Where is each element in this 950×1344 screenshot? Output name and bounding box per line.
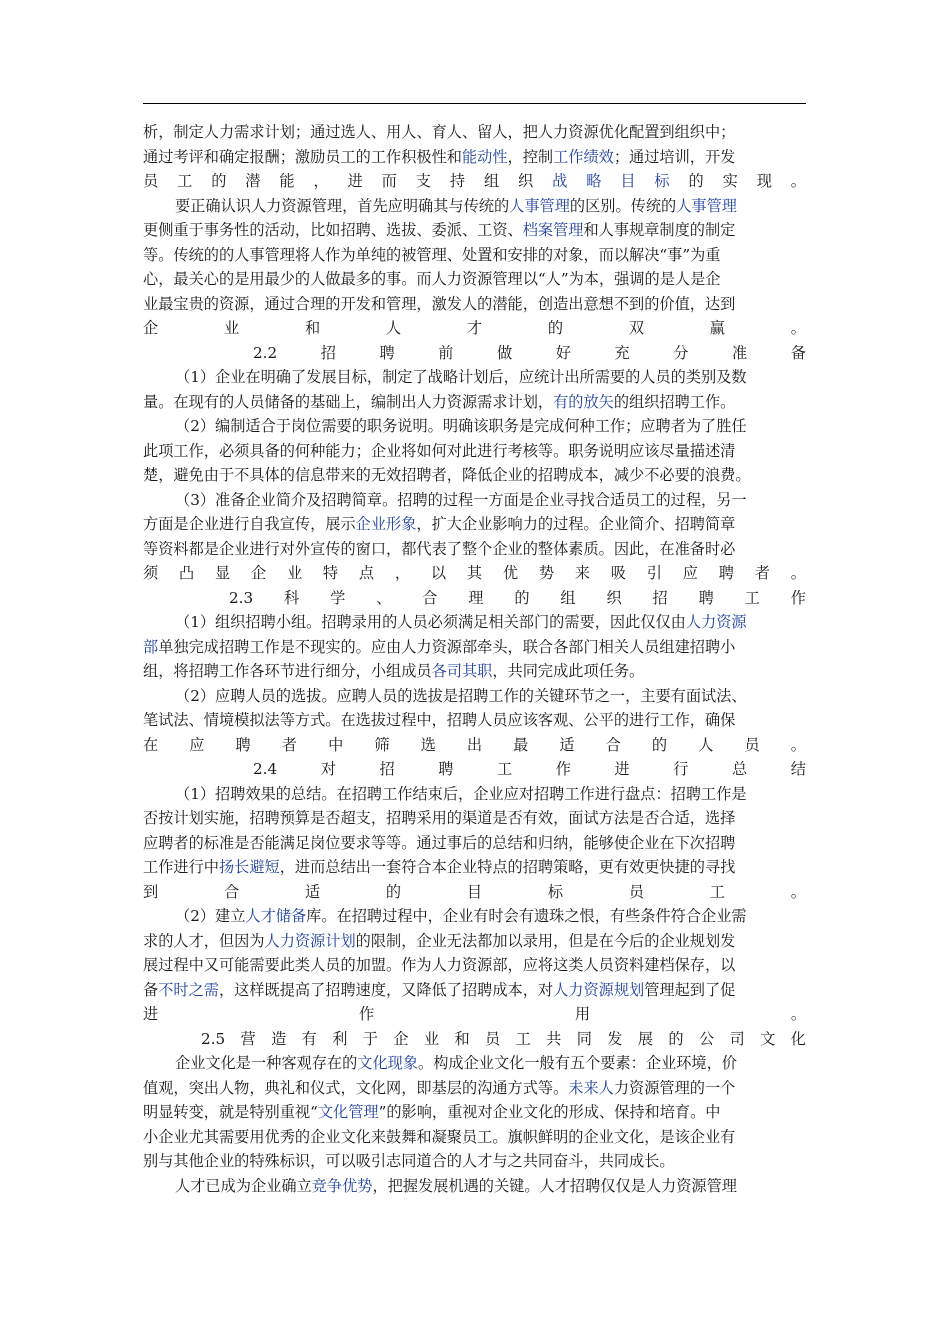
text-segment: 适: [304, 882, 321, 901]
header-rule: [143, 103, 806, 104]
text-segment: 人: [385, 319, 402, 337]
text-line: [143, 1149, 806, 1174]
text-segment: 作: [358, 1005, 375, 1023]
hyperlink[interactable]: 各司其职: [431, 662, 493, 680]
text-segment: 于: [362, 1029, 378, 1048]
text-segment: ；通过培训，开发: [613, 147, 736, 166]
text-segment: 的限制，企业无法都加以录用，但是在今后的企业规划发: [355, 931, 736, 950]
text-line: [143, 610, 806, 635]
text-line: [143, 1076, 806, 1101]
text-line: [143, 806, 806, 831]
text-segment: 进: [614, 760, 630, 778]
text-line: [143, 194, 806, 219]
hyperlink[interactable]: 档案管理: [522, 221, 584, 239]
text-line: [143, 292, 806, 317]
text-segment: 笔试法、情境模拟法等方式。在选拔过程中，招聘人员应该客观、公平的进行工作，确保: [143, 711, 736, 729]
text-segment: 业: [223, 319, 240, 337]
text-segment: 员: [628, 882, 644, 901]
hyperlink[interactable]: 未来人: [568, 1078, 614, 1097]
text-segment: 组，将招聘工作各环节进行细分，小组成员: [143, 662, 432, 680]
hyperlink[interactable]: 部: [143, 637, 159, 656]
text-segment: （3）准备企业简介及招聘简章。招聘的过程一方面是企业寻找合适员工的过程，另一: [175, 490, 747, 509]
text-line: [143, 439, 806, 464]
text-line: [143, 635, 806, 660]
text-segment: 选: [420, 735, 436, 754]
text-segment: 的: [211, 172, 227, 190]
text-segment: 工: [744, 588, 760, 607]
text-segment: 、: [376, 588, 392, 607]
text-segment: 理: [468, 588, 484, 607]
text-segment: 其: [466, 564, 483, 582]
text-segment: 潜: [245, 172, 261, 190]
text-segment: 工作进行中: [143, 858, 219, 876]
text-segment: 方面是企业进行自我宣传，展示: [143, 515, 356, 533]
text-segment: 员: [143, 172, 159, 190]
text-segment: 工: [177, 172, 193, 190]
text-line: [143, 488, 806, 513]
text-segment: 作: [790, 588, 806, 607]
text-segment: 库。在招聘过程中，企业有时会有遗珠之恨，有些条件符合企业需: [306, 907, 747, 925]
text-line: [143, 978, 806, 1003]
text-segment: 要正确认识人力资源管理，首先应明确其与传统的: [175, 196, 510, 215]
text-segment: 业最宝贵的资源，通过合理的开发和管理，激发人的潜能，创造出意想不到的价值，达到: [143, 294, 736, 313]
text-segment: 应聘者的标准是否能满足岗位要求等等。通过事后的总结和归纳，能够使企业在下次招聘: [143, 833, 736, 852]
text-line: [143, 904, 806, 929]
text-segment: 2.5: [201, 1029, 226, 1048]
hyperlink[interactable]: 略: [586, 172, 602, 190]
text-segment: 才: [466, 319, 483, 337]
text-segment: 适: [559, 735, 575, 754]
text-line: [143, 684, 806, 709]
text-segment: 科: [284, 588, 300, 607]
text-segment: 目: [466, 882, 483, 901]
text-segment: 招: [379, 760, 395, 778]
text-segment: 中: [328, 735, 344, 754]
text-segment: 聘: [438, 760, 454, 778]
text-segment: 工: [709, 882, 725, 901]
hyperlink[interactable]: 企业形象: [355, 515, 417, 533]
text-segment: 来: [574, 564, 590, 582]
text-line: [143, 316, 806, 341]
hyperlink[interactable]: 标: [654, 172, 670, 190]
section-heading: [143, 586, 806, 611]
text-line: [143, 1125, 806, 1150]
text-segment: 支: [415, 172, 431, 190]
text-line: [143, 1100, 806, 1125]
text-segment: 准: [731, 343, 748, 362]
text-line: [143, 169, 806, 194]
text-segment: 持: [449, 172, 466, 190]
text-segment: （1）招聘效果的总结。在招聘工作结束后，企业应对招聘工作进行盘点：招聘工作是: [175, 784, 747, 803]
text-segment: 司: [729, 1029, 745, 1048]
text-segment: 应: [682, 564, 698, 582]
text-segment: 最: [513, 735, 529, 754]
text-segment: 的: [514, 588, 530, 607]
text-segment: 。构成企业文化一般有五个要素：企业环境，价: [418, 1054, 737, 1072]
text-segment: 好: [555, 343, 571, 362]
hyperlink[interactable]: 不时之需: [158, 980, 219, 999]
text-segment: 而: [381, 172, 397, 190]
text-segment: 者: [281, 735, 297, 754]
hyperlink[interactable]: 扬长避短: [218, 858, 280, 876]
text-line: [143, 831, 806, 856]
text-segment: 。: [790, 735, 806, 754]
text-segment: 业: [423, 1029, 440, 1048]
hyperlink[interactable]: 工作绩效: [553, 147, 614, 166]
text-segment: 否按计划实施，招聘预算是否超支，招聘采用的渠道是否有效，面试方法是否合适，选择: [143, 809, 736, 827]
text-segment: 企: [393, 1029, 409, 1048]
text-line: [143, 880, 806, 905]
text-segment: 实: [722, 172, 738, 190]
text-segment: 须: [143, 564, 159, 582]
text-segment: 聘: [718, 564, 734, 582]
text-segment: 吸: [610, 564, 626, 582]
text-segment: 织: [606, 588, 622, 607]
hyperlink[interactable]: 战: [552, 172, 568, 190]
text-segment: 显: [214, 564, 231, 582]
text-line: [143, 929, 806, 954]
text-segment: ，控制: [507, 147, 554, 166]
text-segment: 别与其他企业的特殊标识，可以吸引志同道合的人才与之共同奋斗，共同成长。: [143, 1152, 675, 1170]
text-segment: 引: [646, 564, 662, 582]
text-segment: 用: [574, 1005, 591, 1023]
text-segment: 优: [502, 564, 519, 582]
text-segment: 应: [189, 735, 205, 754]
text-segment: 前: [438, 343, 454, 362]
text-segment: ，: [313, 172, 329, 190]
hyperlink[interactable]: 竞争优势: [311, 1176, 373, 1195]
text-segment: 出: [466, 735, 483, 754]
section-heading: [143, 341, 806, 366]
hyperlink[interactable]: 能动性: [461, 147, 508, 166]
text-line: [143, 218, 806, 243]
text-segment: 合: [223, 882, 240, 901]
text-line: [143, 1051, 806, 1076]
text-segment: 值观，突出人物，典礼和仪式，文化网，即基层的沟通方式等。: [143, 1078, 569, 1097]
text-segment: ，共同完成此项任务。: [492, 662, 645, 680]
text-segment: ”的影响，重视对企业文化的形成、保持和培育。中: [378, 1103, 721, 1121]
text-line: [143, 390, 806, 415]
text-line: [143, 145, 806, 170]
text-line: [143, 561, 806, 586]
text-line: [143, 243, 806, 268]
text-segment: 人才已成为企业确立: [175, 1176, 312, 1195]
text-segment: （2）建立: [175, 907, 246, 925]
hyperlink[interactable]: 有的放矢: [553, 392, 614, 411]
text-segment: 的: [385, 882, 402, 901]
text-segment: 的区别。传统的: [569, 196, 677, 215]
text-line: [143, 512, 806, 537]
text-segment: 同: [576, 1029, 592, 1048]
text-segment: 求的人才，但因为: [143, 931, 265, 950]
text-segment: 合: [422, 588, 438, 607]
text-segment: 行: [673, 760, 689, 778]
text-segment: （2）应聘人员的选拔。应聘人员的选拔是招聘工作的关键环节之一，主要有面试法、: [175, 686, 747, 705]
text-segment: ，: [394, 564, 411, 582]
text-segment: 化: [790, 1029, 806, 1048]
text-segment: 学: [330, 588, 346, 607]
text-segment: （1）组织招聘小组。招聘录用的人员必须满足相关部门的需要，因此仅仅由: [175, 613, 686, 631]
text-line: [143, 659, 806, 684]
text-line: [143, 414, 806, 439]
text-segment: ，进而总结出一套符合本企业特点的招聘策略，更有效更快捷的寻找: [279, 858, 736, 876]
hyperlink[interactable]: 人事管理: [509, 196, 570, 215]
text-segment: 组: [483, 172, 500, 190]
section-heading: [143, 757, 806, 782]
text-segment: 。: [790, 564, 806, 582]
text-segment: 的: [688, 172, 704, 190]
text-segment: （1）企业在明确了发展目标，制定了战略计划后，应统计出所需要的人员的类别及数: [175, 368, 747, 386]
text-segment: 聘: [379, 343, 395, 362]
text-line: [143, 782, 806, 807]
hyperlink[interactable]: 目: [620, 172, 636, 190]
text-line: [143, 708, 806, 733]
text-segment: 进: [347, 172, 363, 190]
text-segment: 聘: [698, 588, 714, 607]
text-segment: 心，最关心的是用最少的人做最多的事。而人力资源管理以“人”为本，强调的是人是企: [143, 270, 721, 288]
text-line: [143, 463, 806, 488]
text-segment: 企业文化是一种客观存在的: [175, 1054, 358, 1072]
text-segment: 和人事规章制度的制定: [583, 221, 736, 239]
text-segment: 楚，避免由于不具体的信息带来的无效招聘者，降低企业的招聘成本，减少不必要的浪费。: [143, 466, 751, 484]
text-segment: 以: [430, 564, 447, 582]
text-segment: 标: [547, 882, 564, 901]
text-segment: 文: [760, 1029, 776, 1048]
hyperlink[interactable]: 人事管理: [676, 196, 737, 215]
text-segment: 组: [560, 588, 576, 607]
text-segment: 在: [143, 735, 159, 754]
hyperlink[interactable]: 人力资源计划: [264, 931, 356, 950]
text-line: [143, 267, 806, 292]
text-segment: 做: [496, 343, 513, 362]
text-segment: 总: [731, 760, 748, 778]
text-segment: 织: [518, 172, 534, 190]
text-segment: 展: [637, 1029, 654, 1048]
text-segment: 工: [515, 1029, 531, 1048]
section-heading: [143, 1027, 806, 1052]
hyperlink[interactable]: 人力资源规划: [553, 980, 645, 999]
text-segment: 赢: [709, 319, 725, 337]
text-segment: 凸: [178, 564, 195, 582]
text-segment: 者: [754, 564, 770, 582]
text-segment: 企: [250, 564, 267, 582]
text-segment: 人: [698, 735, 714, 754]
text-segment: 力资源管理的一个: [613, 1078, 736, 1097]
text-segment: 的: [668, 1029, 684, 1048]
text-segment: 到: [143, 882, 159, 901]
text-segment: 聘: [235, 735, 251, 754]
text-segment: 等。传统的的人事管理将人作为单纯的被管理、处置和安排的对象，而以解决“事”为重: [143, 245, 721, 264]
text-segment: 充: [614, 343, 630, 362]
text-segment: 势: [538, 564, 555, 582]
text-segment: 析，制定人力需求计划；通过选人、用人、育人、留人，把人力资源优化配置到组织中；: [143, 123, 736, 141]
text-segment: 量。在现有的人员储备的基础上，编制出人力资源需求计划，: [143, 392, 554, 411]
text-segment: 员: [485, 1029, 501, 1048]
text-segment: 工: [496, 760, 513, 778]
text-segment: 共: [546, 1029, 562, 1048]
text-segment: 和: [454, 1029, 470, 1048]
text-segment: 等资料都是企业进行对外宣传的窗口，都代表了整个企业的整体素质。因此，在准备时必: [143, 539, 736, 558]
text-segment: 的: [651, 735, 668, 754]
text-segment: 能: [279, 172, 295, 190]
text-segment: 作: [555, 760, 571, 778]
text-segment: ，这样既提高了招聘速度，又降低了招聘成本，对: [218, 980, 554, 999]
text-segment: 结: [790, 760, 806, 778]
text-segment: 和: [304, 319, 321, 337]
text-segment: 。: [790, 319, 806, 337]
text-segment: 点: [358, 564, 375, 582]
text-segment: 有: [301, 1029, 317, 1048]
text-segment: 分: [673, 343, 689, 362]
text-segment: 2.3: [229, 588, 254, 607]
hyperlink[interactable]: 文化现象: [357, 1054, 418, 1072]
text-segment: 造: [271, 1029, 287, 1048]
text-segment: 。: [790, 172, 806, 190]
document-body: [143, 120, 806, 1198]
text-segment: 合: [605, 735, 621, 754]
text-segment: 进: [143, 1005, 159, 1023]
text-segment: 此项工作，必须具备的何种能力；企业将如何对此进行考核等。职务说明应该尽量描述清: [143, 441, 736, 460]
text-segment: 单独完成招聘工作是不现实的。应由人力资源部牵头，联合各部门相关人员组建招聘小: [158, 637, 736, 656]
text-segment: 招: [652, 588, 668, 607]
hyperlink[interactable]: 人力资源: [685, 613, 747, 631]
text-line: [143, 733, 806, 758]
text-segment: 的: [547, 319, 564, 337]
text-segment: 明显转变，就是特别重视“: [143, 1103, 318, 1121]
text-segment: 利: [332, 1029, 348, 1048]
text-segment: 现: [756, 172, 772, 190]
text-segment: 招: [320, 343, 336, 362]
text-segment: 更侧重于事务性的活动，比如招聘、选拔、委派、工资、: [143, 221, 523, 239]
text-line: [143, 855, 806, 880]
text-segment: 备: [790, 343, 806, 362]
hyperlink[interactable]: 文化管理: [317, 1103, 379, 1121]
text-segment: 的组织招聘工作。: [613, 392, 736, 411]
text-segment: 企: [143, 319, 159, 337]
text-segment: 员: [744, 735, 760, 754]
text-line: [143, 1002, 806, 1027]
text-segment: 通过考评和确定报酬；激励员工的工作积极性和: [143, 147, 462, 166]
text-segment: 。: [790, 882, 806, 901]
text-segment: 发: [607, 1029, 623, 1048]
text-line: [143, 120, 806, 145]
text-segment: 管理起到了促: [644, 980, 736, 999]
text-segment: 公: [698, 1029, 715, 1048]
text-segment: 展过程中又可能需要此类人员的加盟。作为人力资源部，应将这类人员资料建档保存，以: [143, 956, 736, 974]
text-segment: ，把握发展机遇的关键。人才招聘仅仅是人力资源管理: [372, 1176, 737, 1195]
text-segment: 小企业尤其需要用优秀的企业文化来鼓舞和凝聚员工。旗帜鲜明的企业文化，是该企业有: [143, 1127, 736, 1146]
text-segment: 双: [628, 319, 644, 337]
text-segment: 筛: [374, 735, 390, 754]
text-segment: 特: [322, 564, 339, 582]
text-segment: （2）编制适合于岗位需要的职务说明。明确该职务是完成何种工作；应聘者为了胜任: [175, 417, 747, 435]
text-line: [143, 537, 806, 562]
text-segment: 2.2: [253, 343, 278, 362]
text-segment: 对: [320, 760, 336, 778]
hyperlink[interactable]: 人才储备: [245, 907, 307, 925]
text-segment: 营: [240, 1029, 256, 1048]
text-line: [143, 365, 806, 390]
text-line: [143, 1174, 806, 1199]
text-segment: 业: [286, 564, 303, 582]
text-segment: 2.4: [253, 760, 278, 778]
text-segment: 。: [790, 1005, 806, 1023]
text-segment: 备: [143, 980, 159, 999]
text-line: [143, 953, 806, 978]
text-segment: ，扩大企业影响力的过程。企业简介、招聘简章: [416, 515, 736, 533]
